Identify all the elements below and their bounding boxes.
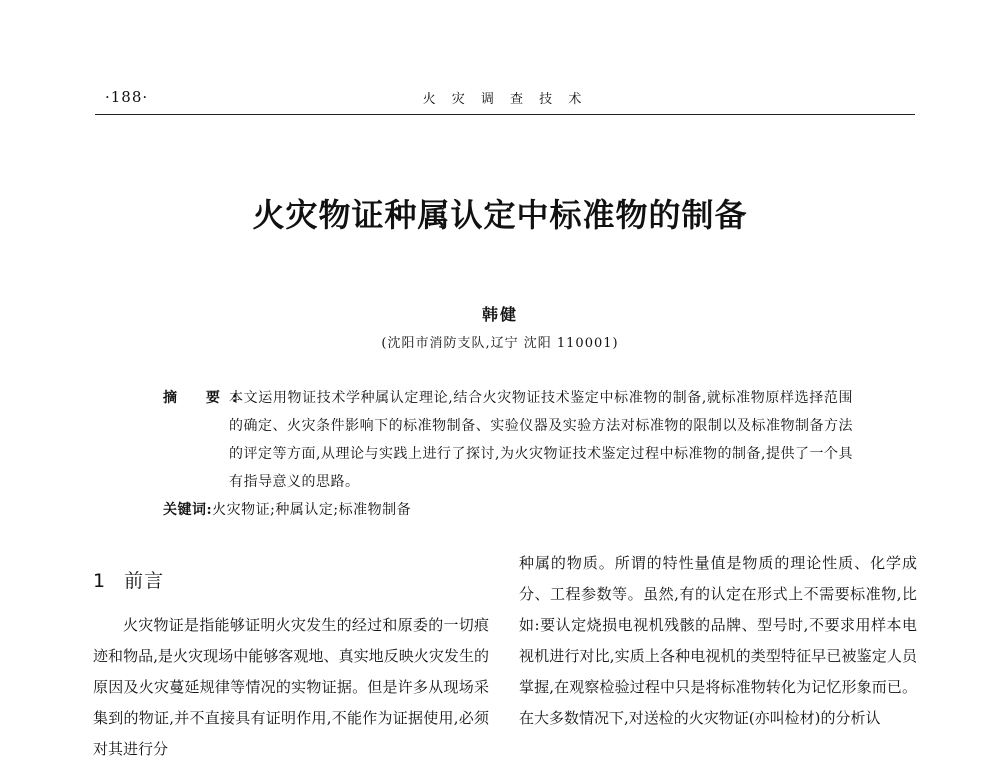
abstract-label: 摘 要: bbox=[163, 390, 250, 406]
abstract bbox=[163, 384, 853, 496]
abstract-text: 本文运用物证技术学种属认定理论,结合火灾物证技术鉴定中标准物的制备,就标准物原样选择范围的确定、火灾条件影响下的标准物制备、实验仪器及实验方法对标准物的限制以及标准物制备方法的评定等方面,从理论与实践上进行了探讨,为火灾物证技术鉴定过程中标准物的制备,提供了一个具有指导意义的思路。 bbox=[229, 390, 853, 490]
body-column-left bbox=[93, 610, 489, 765]
section-title: 前言 bbox=[124, 570, 165, 592]
keywords-label: 关键词: bbox=[163, 502, 213, 518]
page-header bbox=[95, 88, 915, 114]
keywords-text: 火灾物证;种属认定;标准物制备 bbox=[212, 502, 412, 518]
author-name: 韩健 bbox=[481, 305, 518, 324]
body-paragraph-right: 种属的物质。所谓的特性量值是物质的理论性质、化学成分、工程参数等。虽然,有的认定在形式上不需要标准物,比如:要认定烧损电视机残骸的品牌、型号时,不要求用样本电视机进行对比,实质上各种电视机的类型特征早已被鉴定人员掌握,在观察检验过程中只是将标准物转化为记忆形象而已。在大多数情况下,对送检的火灾物证(亦叫检材)的分析认 bbox=[519, 554, 917, 727]
keywords bbox=[163, 496, 853, 524]
author-affiliation: (沈阳市消防支队,辽宁 沈阳 110001) bbox=[381, 336, 619, 351]
paper-title: 火灾物证种属认定中标准物的制备 bbox=[252, 196, 748, 234]
page-number: ·188· bbox=[105, 88, 149, 106]
section-number: 1 bbox=[93, 570, 107, 592]
section-heading bbox=[93, 566, 164, 593]
body-paragraph-left: 火灾物证是指能够证明火灾发生的经过和原委的一切痕迹和物品,是火灾现场中能够客观地、真实地反映火灾发生的原因及火灾蔓延规律等情况的实物证据。但是许多从现场采集到的物证,并不直接具有证明作用,不能作为证据使用,必须对其进行分 bbox=[93, 616, 489, 758]
running-head: 火 灾 调 查 技 术 bbox=[422, 92, 588, 107]
body-column-right bbox=[519, 548, 917, 734]
header-rule bbox=[95, 114, 915, 115]
